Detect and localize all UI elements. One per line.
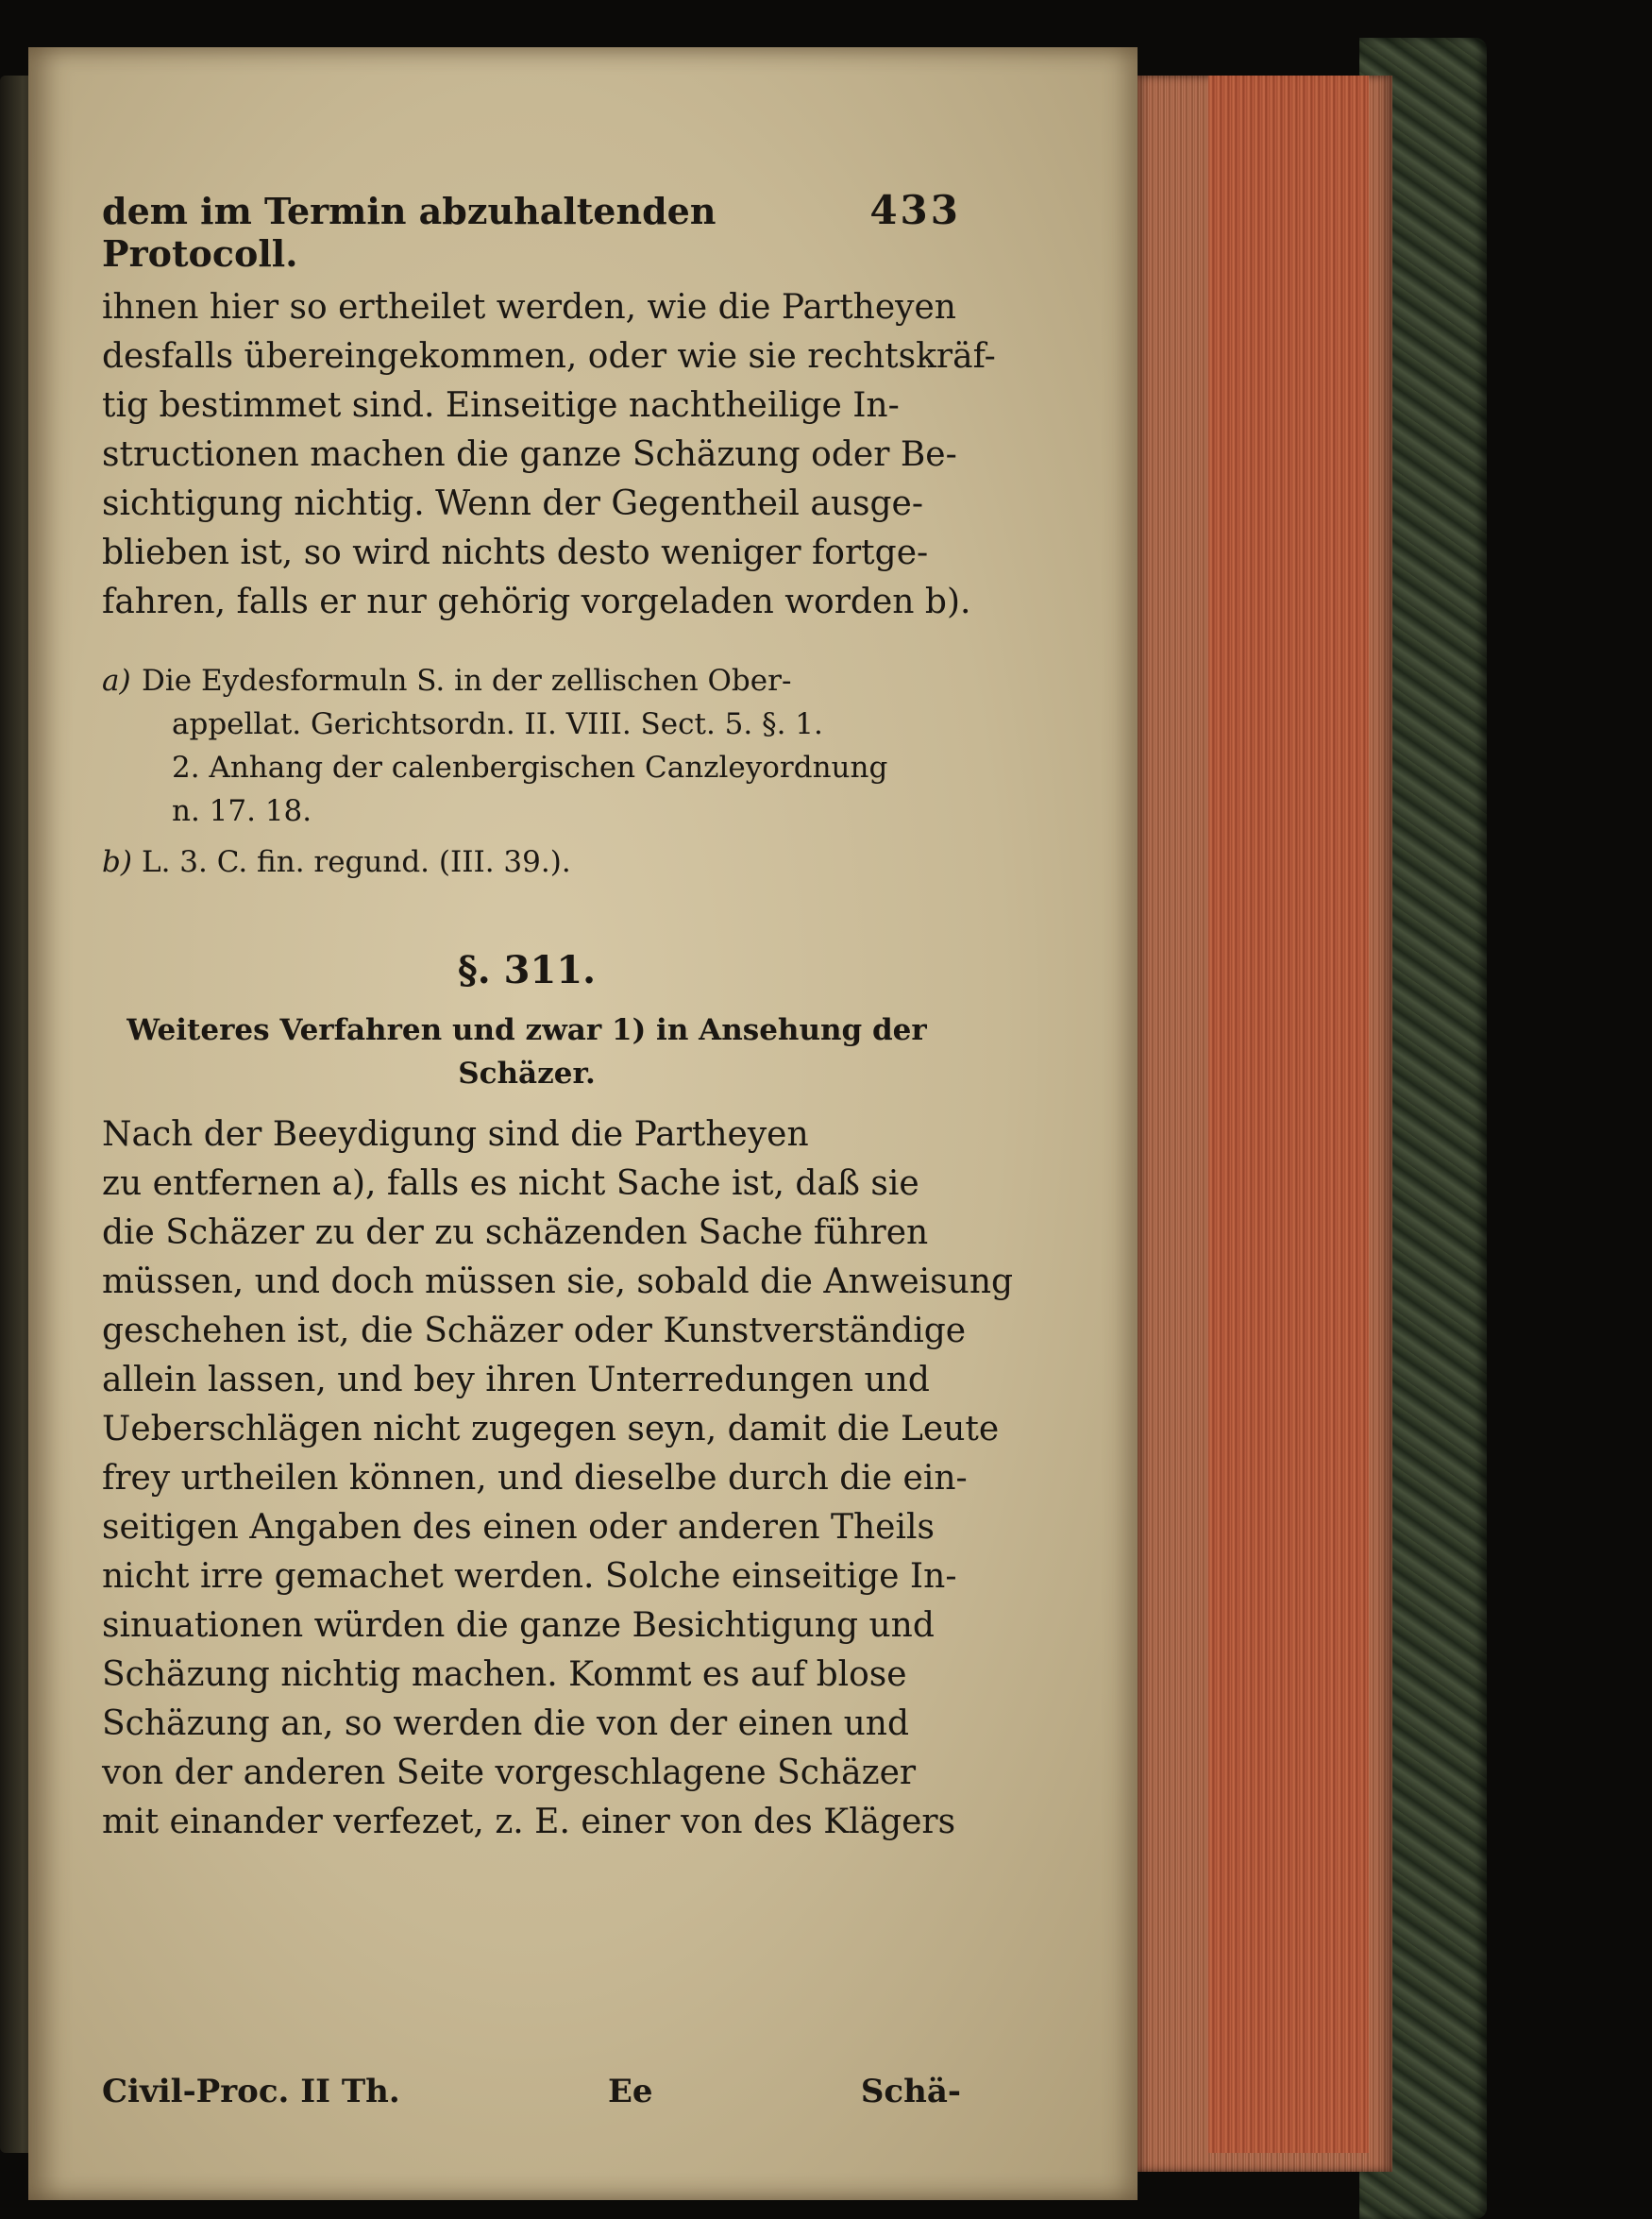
text-line: Schäzung nichtig machen. Kommt es auf blose	[102, 1655, 907, 1694]
caption-line: Weiteres Verfahren und zwar 1) in Ansehung der	[126, 1013, 927, 1047]
text-line: von der anderen Seite vorgeschlagene Schäzer	[102, 1753, 917, 1792]
catchword: Schä-	[860, 2073, 961, 2110]
text-line: seitigen Angaben des einen oder anderen Theils	[102, 1508, 935, 1547]
text-line: nicht irre gemachet werden. Solche einseitige In-	[102, 1557, 957, 1596]
caption-line: Schäzer.	[458, 1057, 596, 1091]
footnote-line: n. 17. 18.	[172, 794, 312, 828]
text-line: Schäzung an, so werden die von der einen und	[102, 1704, 910, 1743]
text-line: sinuationen würden die ganze Besichtigung und	[102, 1606, 935, 1645]
signature-mark: Civil-Proc. II Th.	[102, 2073, 400, 2110]
footnote-line: L. 3. C. fin. regund. (III. 39.).	[142, 845, 571, 879]
text-line: tig bestimmet sind. Einseitige nachtheilige In-	[102, 386, 900, 425]
footnote-line: Die Eydesformuln S. in der zellischen Ober-	[142, 664, 792, 698]
text-line: mit einander verfezet, z. E. einer von des Klägers	[102, 1803, 956, 1841]
footnote-label: b)	[102, 845, 132, 879]
page-footer	[102, 2073, 961, 2110]
footnote-line: 2. Anhang der calenbergischen Canzleyordnung	[172, 751, 888, 785]
text-line: frey urtheilen können, und dieselbe durch die ein-	[102, 1459, 968, 1498]
sheet-signature: Ee	[608, 2073, 653, 2110]
text-line: sichtigung nichtig. Wenn der Gegentheil ausge-	[102, 484, 924, 523]
text-line: die Schäzer zu der zu schäzenden Sache führen	[102, 1213, 929, 1252]
footnote-b	[102, 840, 952, 884]
section-caption	[102, 1008, 952, 1095]
text-line: desfalls übereingekommen, oder wie sie rechtskräf-	[102, 337, 996, 376]
text-line: allein lassen, und bey ihren Unterredungen und	[102, 1361, 930, 1399]
text-line: structionen machen die ganze Schäzung oder Be-	[102, 435, 957, 474]
footnote-line: appellat. Gerichtsordn. II. VIII. Sect. 5. §. 1.	[172, 707, 823, 741]
page-number: 433	[869, 187, 961, 233]
text-line: Ueberschlägen nicht zugegen seyn, damit die Leute	[102, 1410, 1000, 1448]
text-line: fahren, falls er nur gehörig vorgeladen worden b).	[102, 583, 971, 621]
text-line: ihnen hier so ertheilet werden, wie die Partheyen	[102, 288, 956, 327]
red-fore-edge	[1208, 76, 1369, 2153]
text-line: zu entfernen a), falls es nicht Sache ist, daß sie	[102, 1164, 919, 1203]
body-paragraph-continued	[102, 283, 996, 627]
text-line: müssen, und doch müssen sie, sobald die Anweisung	[102, 1262, 1014, 1301]
text-line: blieben ist, so wird nichts desto weniger fortge-	[102, 534, 929, 572]
section-number: §. 311.	[457, 948, 597, 992]
text-line: geschehen ist, die Schäzer oder Kunstverständige	[102, 1312, 967, 1350]
running-header	[102, 187, 961, 275]
text-line: Nach der Beeydigung sind die Partheyen	[102, 1115, 809, 1154]
running-title: dem im Termin abzuhaltenden Protocoll.	[102, 190, 716, 275]
footnote-a	[102, 659, 952, 833]
body-paragraph-main	[102, 1110, 1014, 1847]
footnote-label: a)	[102, 664, 131, 698]
